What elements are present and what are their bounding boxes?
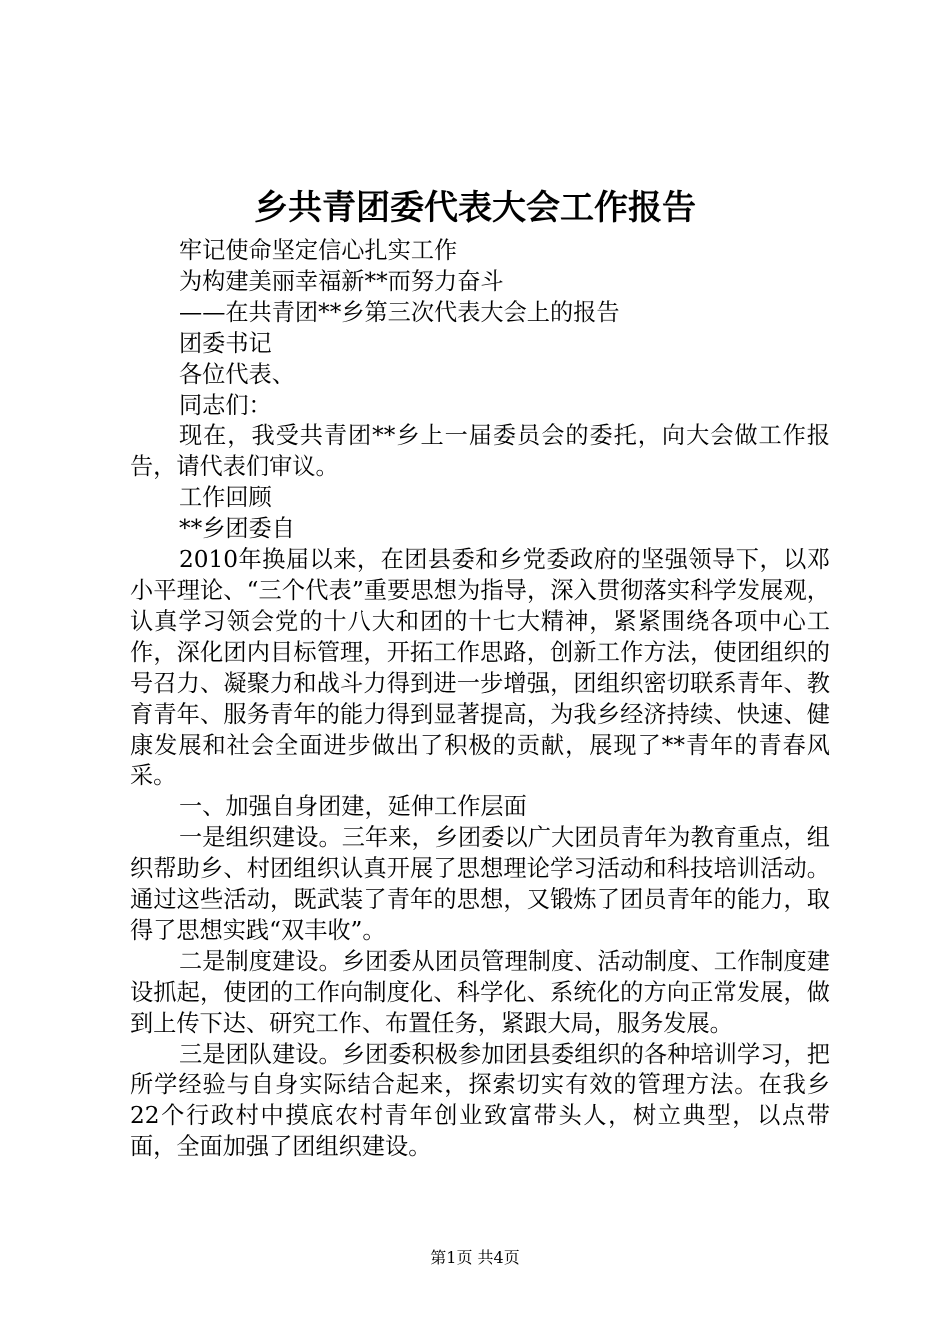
committee-line: **乡团委自: [179, 515, 295, 543]
organization-paragraph: 一是组织建设。三年来，乡团委以广大团员青年为教育重点，组织帮助乡、村团组织认真开展了思想理论学习活动和科技培训活动。通过这些活动，既武装了青年的思想，又锻炼了团员青年的能力，取得了思想实践“双丰收”。: [130, 824, 830, 944]
review-heading: 工作回顾: [179, 484, 272, 512]
summary-paragraph: 2010年换届以来，在团县委和乡党委政府的坚强领导下，以邓小平理论、“三个代表”重要思想为指导，深入贯彻落实科学发展观，认真学习领会党的十八大和团的十七大精神，紧紧围绕各项中心工作，深化团内目标管理，开拓工作思路，创新工作方法，使团组织的号召力、凝聚力和战斗力得到进一步增强，团组织密切联系青年、教育青年、服务青年的能力得到显著提高，为我乡经济持续、快速、健康发展和社会全面进步做出了积极的贡献，展现了**青年的青春风采。: [130, 546, 830, 790]
author-line: 团委书记: [179, 329, 272, 357]
salutation-line-2: 同志们：: [179, 391, 272, 419]
document-title: 乡共青团委代表大会工作报告: [254, 188, 696, 228]
section-heading: 一、加强自身团建，延伸工作层面: [179, 793, 527, 821]
team-paragraph: 三是团队建设。乡团委积极参加团县委组织的各种培训学习，把所学经验与自身实际结合起来，探索切实有效的管理方法。在我乡22个行政村中摸底农村青年创业致富带头人，树立典型，以点带面，全面加强了团组织建设。: [130, 1040, 830, 1161]
subtitle-line-2: 为构建美丽幸福新**而努力奋斗: [179, 267, 504, 295]
subtitle-line-3: ——在共青团**乡第三次代表大会上的报告: [179, 298, 620, 326]
document-body: [130, 236, 830, 1163]
intro-paragraph: 现在，我受共青团**乡上一届委员会的委托，向大会做工作报告，请代表们审议。: [130, 422, 830, 481]
system-paragraph: 二是制度建设。乡团委从团员管理制度、活动制度、工作制度建设抓起，使团的工作向制度化、科学化、系统化的方向正常发展，做到上传下达、研究工作、布置任务，紧跟大局，服务发展。: [130, 947, 830, 1037]
subtitle-line-1: 牢记使命坚定信心扎实工作: [179, 237, 458, 264]
salutation-line-1: 各位代表、: [179, 360, 295, 388]
page-number-footer: 第1页 共4页: [430, 1248, 520, 1267]
